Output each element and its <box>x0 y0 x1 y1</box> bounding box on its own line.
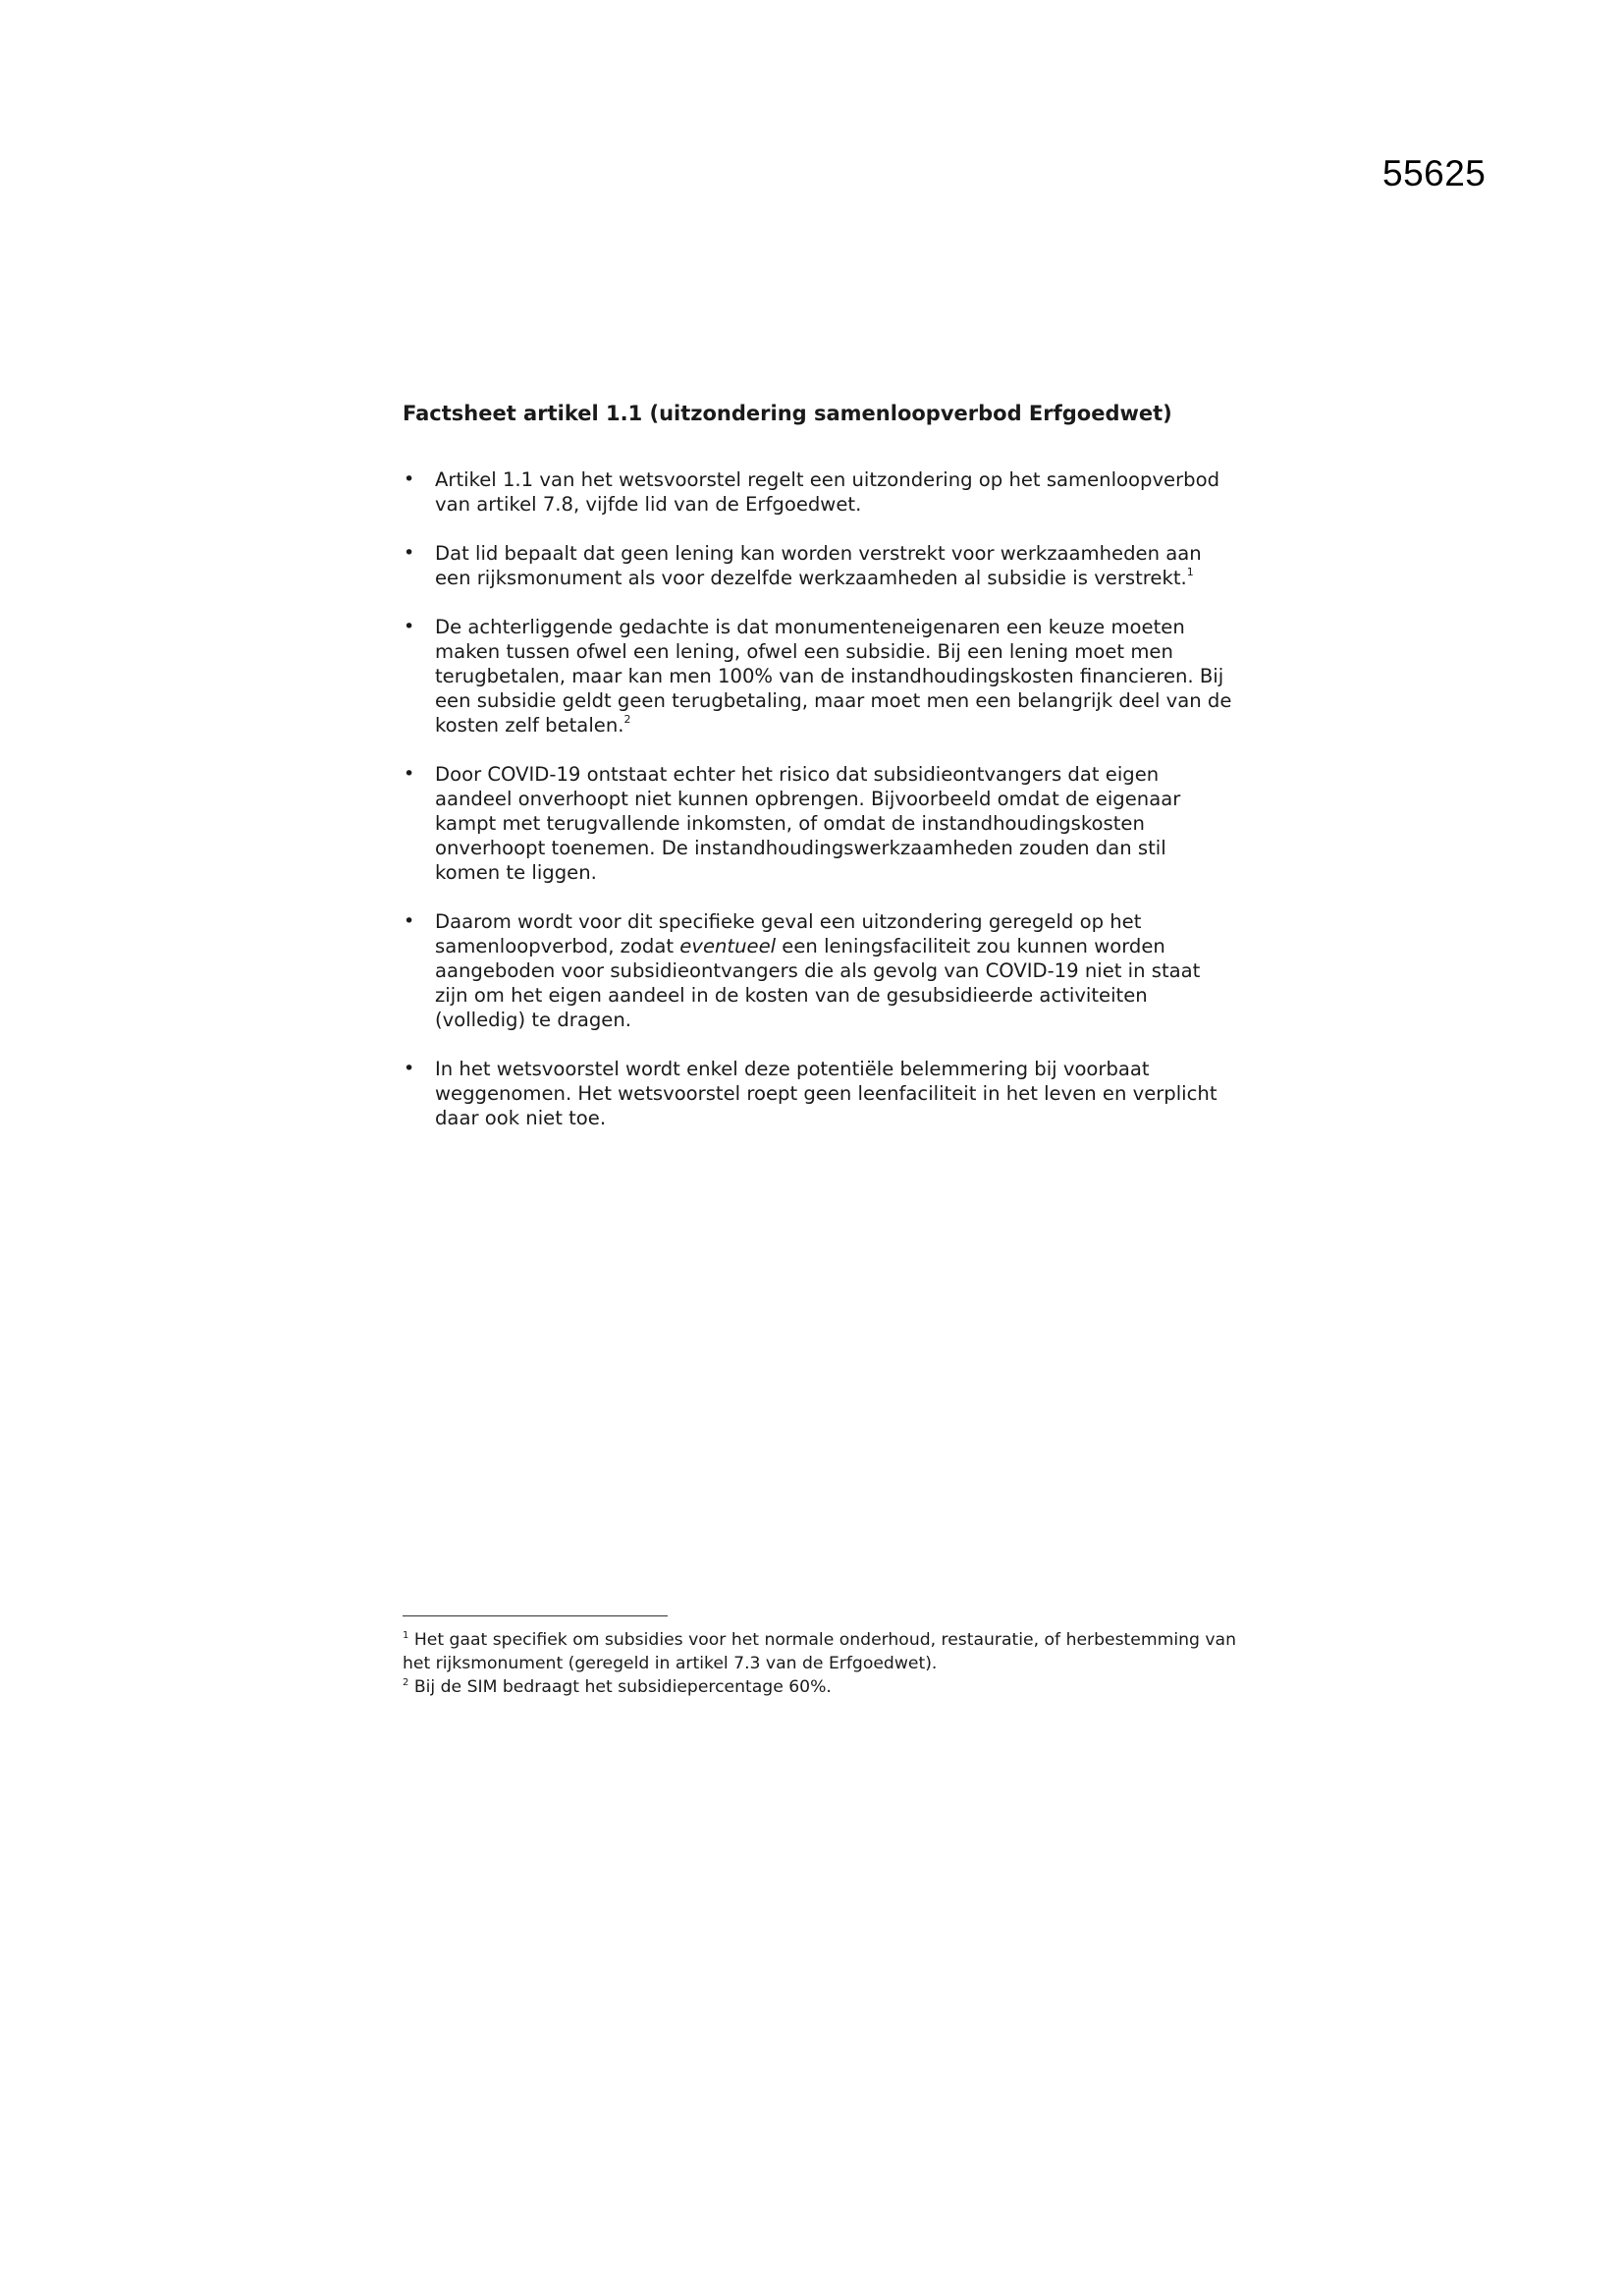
footnotes-section <box>403 1615 1237 1699</box>
bullet-icon: • <box>404 542 415 564</box>
bullet-list <box>403 467 1237 1130</box>
list-item <box>403 909 1237 1032</box>
footnote-divider <box>403 1615 668 1616</box>
emphasized-text: eventueel <box>679 935 777 957</box>
list-item <box>403 467 1237 517</box>
footnote <box>403 1675 1237 1699</box>
footnote <box>403 1628 1237 1675</box>
footnote-reference[interactable]: 1 <box>1186 566 1194 578</box>
list-item-text: De achterliggende gedachte is dat monumenteneigenaren een keuze moeten maken tussen ofwel een lening, ofwel een subsidie. Bij een lening moet men terugbetalen, maar kan men 100% van de instandhoudingskosten financieren. Bij een subsidie geldt geen terugbetaling, maar moet men een belangrijk deel van de kosten zelf betalen. <box>435 616 1232 737</box>
bullet-icon: • <box>404 1058 415 1079</box>
list-item-text: Daarom wordt voor dit specifieke geval een uitzondering geregeld op het samenloopverbod, zodat <box>435 910 1142 957</box>
document-title: Factsheet artikel 1.1 (uitzondering samenloopverbod Erfgoedwet) <box>403 402 1172 425</box>
footnote-marker: 1 <box>403 1630 409 1641</box>
bullet-icon: • <box>404 910 415 932</box>
list-item <box>403 541 1237 590</box>
footnote-reference[interactable]: 2 <box>623 713 631 726</box>
bullet-icon: • <box>404 763 415 785</box>
list-item <box>403 615 1237 738</box>
list-item-text: Artikel 1.1 van het wetsvoorstel regelt een uitzondering op het samenloopverbod van artikel 7.8, vijfde lid van de Erfgoedwet. <box>435 468 1220 516</box>
footnote-marker: 2 <box>403 1677 409 1688</box>
list-item <box>403 1057 1237 1130</box>
bullet-icon: • <box>404 616 415 637</box>
document-body <box>403 399 1237 1155</box>
list-item <box>403 762 1237 885</box>
list-item-text: In het wetsvoorstel wordt enkel deze potentiële belemmering bij voorbaat weggenomen. Het wetsvoorstel roept geen leenfaciliteit in het leven en verplicht daar ook niet toe. <box>435 1058 1218 1129</box>
list-item-text: Door COVID-19 ontstaat echter het risico dat subsidieontvangers dat eigen aandeel onverhoopt niet kunnen opbrengen. Bijvoorbeeld omdat de eigenaar kampt met terugvallende inkomsten, of omdat de instandhoudingskosten onverhoopt toenemen. De instandhoudingswerkzaamheden zouden dan stil komen te liggen. <box>435 763 1181 884</box>
footnote-text: Bij de SIM bedraagt het subsidiepercentage 60%. <box>408 1677 832 1697</box>
page-number: 55625 <box>1382 153 1487 193</box>
list-item-text: een leningsfaciliteit zou kunnen worden aangeboden voor subsidieontvangers die als gevolg van COVID-19 niet in staat zijn om het eigen aandeel in de kosten van de gesubsidieerde activiteiten (volledig) te dragen. <box>435 935 1201 1031</box>
list-item-text: Dat lid bepaalt dat geen lening kan worden verstrekt voor werkzaamheden aan een rijksmonument als voor dezelfde werkzaamheden al subsidie is verstrekt. <box>435 542 1202 589</box>
footnote-text: Het gaat specifiek om subsidies voor het normale onderhoud, restauratie, of herbestemming van het rijksmonument (geregeld in artikel 7.3 van de Erfgoedwet). <box>403 1630 1236 1673</box>
bullet-icon: • <box>404 468 415 490</box>
